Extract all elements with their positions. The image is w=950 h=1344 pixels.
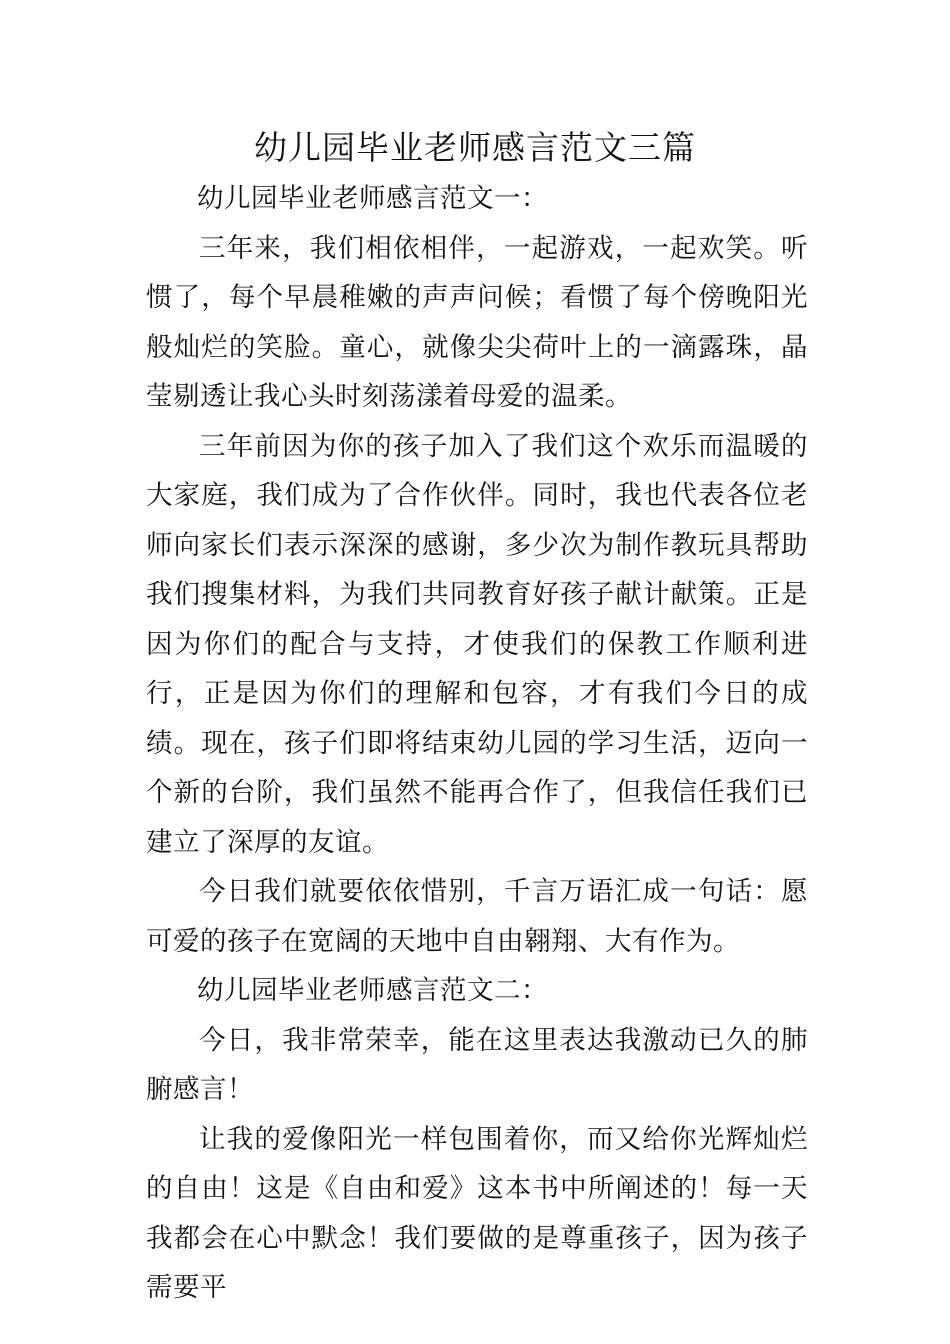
- section-heading-1: 幼儿园毕业老师感言范文一：: [197, 183, 548, 214]
- document-body: [146, 174, 808, 1313]
- paragraph: 让我的爱像阳光一样包围着你，而又给你光辉灿烂的自由！这是《自由和爱》这本书中所阐述的！每一天我都会在心中默念！我们要做的是尊重孩子，因为孩子需要平: [146, 1123, 808, 1303]
- paragraph: 今日，我非常荣幸，能在这里表达我激动已久的肺腑感言！: [146, 1024, 808, 1105]
- paragraph: 三年来，我们相依相伴，一起游戏，一起欢笑。听惯了，每个早晨稚嫩的声声问候；看惯了每个傍晚阳光般灿烂的笑脸。童心，就像尖尖荷叶上的一滴露珠，晶莹剔透让我心头时刻荡漾着母爱的温柔。: [146, 232, 808, 412]
- document-title: 幼儿园毕业老师感言范文三篇: [254, 128, 696, 167]
- section-heading-2: 幼儿园毕业老师感言范文二：: [197, 975, 548, 1006]
- paragraph: 今日我们就要依依惜别，千言万语汇成一句话：愿可爱的孩子在宽阔的天地中自由翱翔、大有作为。: [146, 876, 808, 957]
- paragraph: 三年前因为你的孩子加入了我们这个欢乐而温暖的大家庭，我们成为了合作伙伴。同时，我也代表各位老师向家长们表示深深的感谢，多少次为制作教玩具帮助我们搜集材料，为我们共同教育好孩子献计献策。正是因为你们的配合与支持，才使我们的保教工作顺利进行，正是因为你们的理解和包容，才有我们今日的成绩。现在，孩子们即将结束幼儿园的学习生活，迈向一个新的台阶，我们虽然不能再合作了，但我信任我们已建立了深厚的友谊。: [146, 430, 808, 858]
